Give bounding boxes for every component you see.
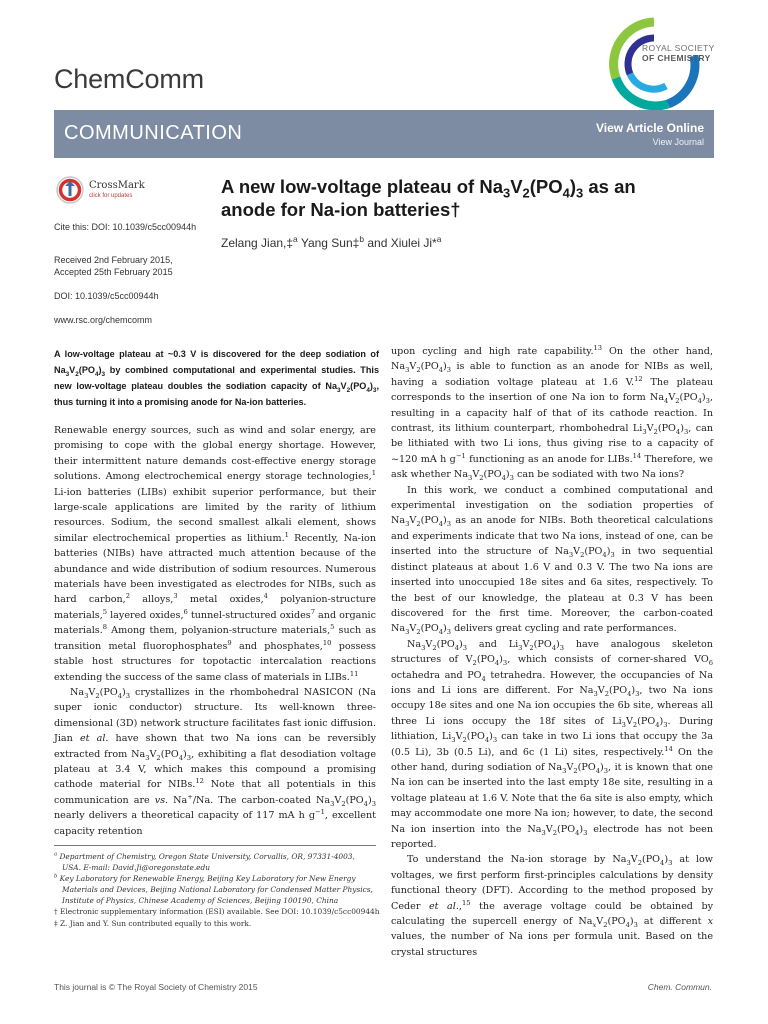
crossmark-button[interactable] [56,176,206,210]
body-column-left [54,423,376,839]
article-type-label: COMMUNICATION [64,122,243,144]
body-column-right [391,344,713,960]
footer-journal-abbrev: Chem. Commun. [647,982,712,992]
title-line-1: A new low-voltage plateau of Na [221,176,503,197]
view-journal-link[interactable]: View Journal [652,137,704,147]
author-list: Zelang Jian,‡$^a$ Yang Sun‡$^b$ and Xiulei Ji*$^a$ [221,234,442,250]
publisher-line-1: ROYAL SOCIETY [642,43,715,53]
footnote-esi: † Electronic supplementary information (ESI) available. See DOI: 10.1039/c5cc00944h [54,907,380,917]
footnote-equal-contribution: ‡ Z. Jian and Y. Sun contributed equally to this work. [54,918,252,928]
publisher-line-2: OF CHEMISTRY [642,52,711,63]
abstract: A low-voltage plateau at ~0.3 V is discovered for the deep sodiation of $Na_3V_2(PO_4)_3$ by combined computational and experimental studies. This new low-voltage plateau doubles the sodiation capacity of $Na_3V_2(PO_4)_3$, thus turning it into a promising anode for Na-ion batteries. [54,349,379,407]
crossmark-icon [56,176,84,204]
publisher-wordmark [642,44,715,63]
cite-this: Cite this: DOI: 10.1039/c5cc00944h [54,222,197,232]
paragraph: To understand the Na-ion storage by $Na_3V_2(PO_4)_3$ at low voltages, we first perform first-principles calculations by density functional theory (DFT). According to the method proposed by Ceder et al.,$^{15}$ the average voltage could be obtained by calculating the supercell energy of $Na_xV_2(PO_4)_3$ at different x values, the number of Na ions per formula unit. Based on the crystal structures [391,854,714,958]
journal-url[interactable]: www.rsc.org/chemcomm [54,315,153,325]
footnote-affiliation-a: $^a$ Department of Chemistry, Oregon State University, Corvallis, OR, 97331-4003, [54,851,355,861]
title-line-2: anode for Na-ion batteries† [221,199,461,220]
article-type-banner [54,110,714,158]
footnote-affiliation-b-cont: Institute of Physics, Chinese Academy of Sciences, Beijing 100190, China [62,896,339,906]
accepted-date: Accepted 25th February 2015 [54,267,173,277]
paragraph: upon cycling and high rate capability.$^{13}$ On the other hand, $Na_3V_2(PO_4)_3$ is able to function as an anode for NIBs as well, having a sodiation voltage plateau at 1.6 V.$^{12}$ The plateau corresponds to the insertion of one Na ion to form $Na_4V_2(PO_4)_3$, resulting in a capacity half of that of its cathode reaction. In contrast, its lithium counterpart, rhombohedral $Li_3V_2(PO_4)_3$, can be lithiated with two Li ions, thus giving rise to a capacity of ~120 mA h $g^{-1}$ functioning as an anode for LIBs.$^{14}$ Therefore, we ask whether $Na_3V_2(PO_4)_3$ can be sodiated with two Na ions? [391,343,714,483]
paragraph: $Na_3V_2(PO_4)_3$ crystallizes in the rhombohedral NASICON (Na super ionic conductor) structure. Its well-known three-dimensional (3D) network structure facilitates fast ionic diffusion. Jian et al. have shown that two Na ions can be reversibly extracted from $Na_3V_2(PO_4)_3$, exhibiting a flat desodiation voltage plateau at 3.4 V, which makes this compound a promising cathode material for NIBs.$^{12}$ Note that all potentials in this communication are vs. Na+/Na. The carbon-coated $Na_3V_2(PO_4)_3$ nearly delivers a theoretical capacity of 117 mA h $g^{-1}$, excellent capacity retention [54,686,376,837]
paragraph: $Na_3V_2(PO_4)_3$ and $Li_3V_2(PO_4)_3$ have analogous skeleton structures of $V_2(PO_4)_3$, which consists of corner-shared $VO_6$ octahedra and $PO_4$ tetrahedra. However, the occupancies of Na ions and Li ions are different. For $Na_3V_2(PO_4)_3$, two Na ions occupy 18e sites and one Na ion occupies the 6b site, whereas all three Li ions occupy the 18f sites of $Li_3V_2(PO_4)_3$. During lithiation, $Li_3V_2(PO_4)_3$ can take in two Li ions that occupy the 3a (0.5 Li), 3b (0.5 Li), and 6c (1 Li) sites, respectively.$^{14}$ On the other hand, during sodiation of $Na_3V_2(PO_4)_3$, it is known that one Na ion can be inserted into the last empty 18e site, resulting in a voltage plateau at 1.6 V. Note that the 6a site is also empty, which may accommodate one more Na ion; however, to date, the second Na ion insertion into the $Na_3V_2(PO_4)_3$ electrode has not been reported. [391,638,713,850]
footnote-affiliation-a-cont: USA. E-mail: David.Ji@oregonstate.edu [62,863,211,873]
paragraph: In this work, we conduct a combined computational and experimental investigation on the sodiation properties of $Na_3V_2(PO_4)_3$ as an anode for NIBs. Both theoretical calculations and experiments indicate that two Na ions, instead of one, can be inserted into the structure of $Na_3V_2(PO_4)_3$ in two sequential distinct plateaus at about 1.6 V and 0.3 V. The two Na ions are inserted into unoccupied 18e sites and 6a sites, respectively. To the best of our knowledge, the plateau at 0.3 V has been discovered for the first time. Moreover, the carbon-coated $Na_3V_2(PO_4)_3$ delivers great cycling and rate performances. [391,484,713,637]
crossmark-sub: click for updates [89,193,133,199]
journal-name: ChemComm [54,64,204,94]
footnote-affiliation-b: $^b$ Key Laboratory for Renewable Energy, Beijing Key Laboratory for New Energy [54,873,356,884]
footnote-affiliation-b-cont: Materials and Devices, Beijing National Laboratory for Condensed Matter Physics, [62,885,373,895]
paragraph: Renewable energy sources, such as wind and solar energy, are promising to cope with the global energy shortage. However, their intermittent nature demands cost-effective energy storage solutions. Among electrochemical energy storage technologies,$^1$ Li-ion batteries (LIBs) exhibit superior performance, but their large-scale applications are limited by the rarity of lithium resources. Sodium, the second smallest alkali element, shows similar electrochemical properties as lithium.$^1$ Recently, Na-ion batteries (NIBs) have attracted much attention because of the abundance and wide distribution of sodium resources. Numerous materials have been investigated as electrodes for NIBs, such as hard carbon,$^2$ alloys,$^3$ metal oxides,$^4$ polyanion-structure materials,$^5$ layered oxides,$^6$ tunnel-structured oxides$^7$ and organic materials.$^8$ Among them, polyanion-structure materials,$^5$ such as transition metal fluorophosphates$^9$ and phosphates,$^{10}$ possess stable host structures for topotactic intercalation reactions extending the success of the same class of materials in LIBs.$^{11}$ [54,425,376,683]
crossmark-label: CrossMark [89,180,145,191]
doi: DOI: 10.1039/c5cc00944h [54,291,159,301]
rsc-logo-icon [606,16,702,112]
article-title: A new low-voltage plateau of $Na_3V_2(PO_4)_3$ as an anode for Na-ion batteries† [221,176,636,220]
footnote-divider [54,845,376,846]
received-date: Received 2nd February 2015, [54,255,173,265]
view-article-online-link[interactable]: View Article Online [595,121,704,135]
footer-copyright: This journal is © The Royal Society of Chemistry 2015 [54,982,258,992]
footnotes [54,851,384,929]
